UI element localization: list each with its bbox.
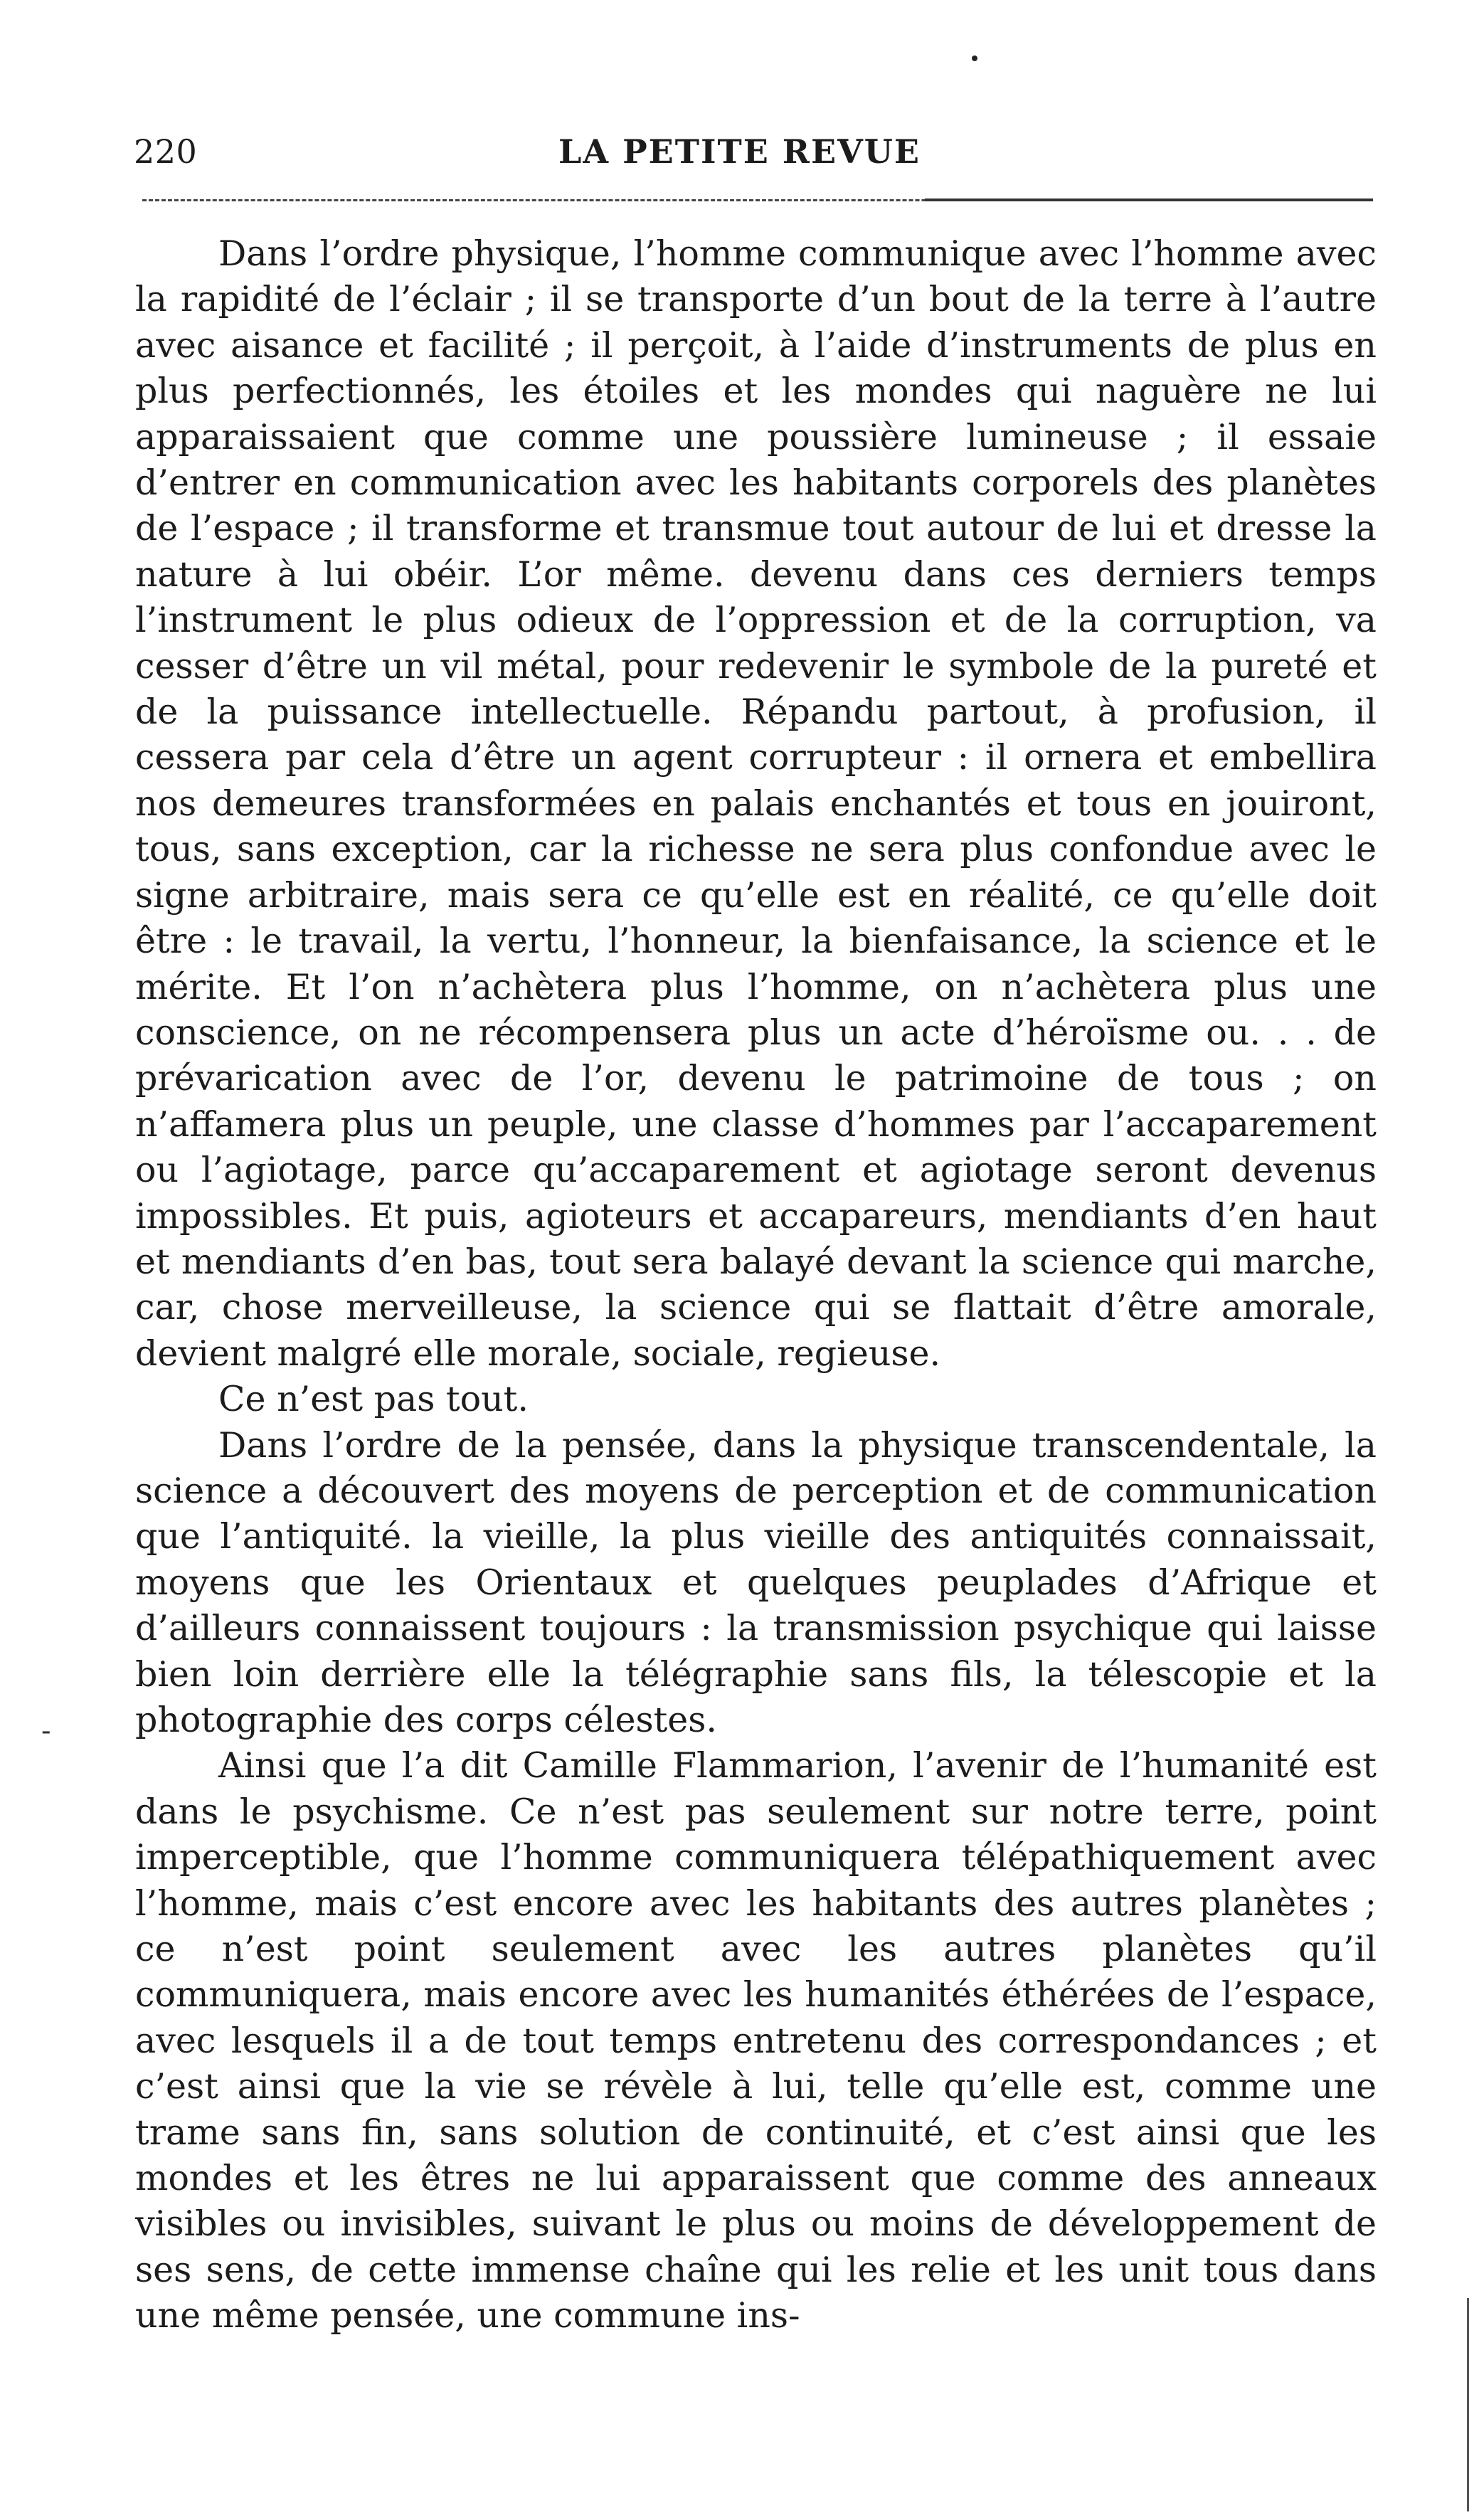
- paragraph-order-of-thought: Dans l’ordre de la pensée, dans la physique transcendentale, la science a découvert des moyens de perception et de communication que l’antiquité. la vieille, la plus vieille des antiquités connaissait, moyens que les Orientaux et quelques peuplades d’Afrique et d’ailleurs connaissent toujours : la transmission psychique qui laisse bien loin derrière elle la télégraphie sans fils, la télescopie et la photographie des corps célestes.: [135, 1424, 1377, 1740]
- margin-mark: -: [41, 1715, 51, 1747]
- header-rule-solid-segment: [925, 198, 1373, 201]
- paragraph-physical-order: Dans l’ordre physique, l’homme communique avec l’homme avec la rapidité de l’éclair ; il se transporte d’un bout de la terre à l’autre avec aisance et facilité ; il perçoit, à l’aide d’instruments de plus en plus perfectionnés, les étoiles et les mondes qui naguère ne lui apparaissaient que comme une poussière lumineuse ; il essaie d’entrer en communication avec les habitants corporels des planètes de l’espace ; il transforme et transmue tout autour de lui et dresse la nature à lui obéir. L’or même. devenu dans ces derniers temps l’instrument le plus odieux de l’oppression et de la corruption, va cesser d’être un vil métal, pour redevenir le symbole de la pureté et de la puissance intellectuelle. Répandu partout, à profusion, il cessera par cela d’être un agent corrupteur : il ornera et embellira nos demeures transformées en palais enchantés et tous en jouiront, tous, sans exception, car la richesse ne sera plus confondue avec le signe arbitraire, mais sera ce qu’elle est en réalité, ce qu’elle doit être : le travail, la vertu, l’honneur, la bienfaisance, la science et le mérite. Et l’on n’achètera plus l’homme, on n’achètera plus une conscience, on ne récompensera plus un acte d’héroïsme ou. . . de prévarication avec de l’or, devenu le patrimoine de tous ; on n’affamera plus un peuple, une classe d’hommes par l’accaparement ou l’agiotage, parce qu’accaparement et agiotage seront devenus impossibles. Et puis, agioteurs et accapareurs, mendiants d’en haut et mendiants d’en bas, tout sera balayé devant la science qui marche, car, chose merveilleuse, la science qui se flattait d’être amorale, devient malgré elle morale, sociale, regieuse.: [135, 233, 1377, 1374]
- page-number: 220: [134, 132, 198, 171]
- paragraph-short: Ce n’est pas tout.: [218, 1379, 529, 1420]
- article-body: [135, 231, 1377, 2339]
- ink-speck: [972, 55, 977, 61]
- paragraph-flammarion: Ainsi que l’a dit Camille Flammarion, l’avenir de l’humanité est dans le psychisme. Ce n’est pas seulement sur notre terre, point imperceptible, que l’homme communiquera télépathiquement avec l’homme, mais c’est encore avec les habitants des autres planètes ; ce n’est point seulement avec les autres planètes qu’il communiquera, mais encore avec les humanités éthérées de l’espace, avec lesquels il a de tout temps entretenu des correspondances ; et c’est ainsi que la vie se révèle à lui, telle qu’elle est, comme une trame sans fin, sans solution de continuité, et c’est ainsi que les mondes et les êtres ne lui apparaissent que comme des anneaux visibles ou invisibles, suivant le plus ou moins de développement de ses sens, de cette immense chaîne qui les relie et les unit tous dans une même pensée, une commune ins-: [135, 1745, 1377, 2336]
- page-edge-line: [1467, 2298, 1469, 2511]
- running-title: LA PETITE REVUE: [558, 132, 921, 171]
